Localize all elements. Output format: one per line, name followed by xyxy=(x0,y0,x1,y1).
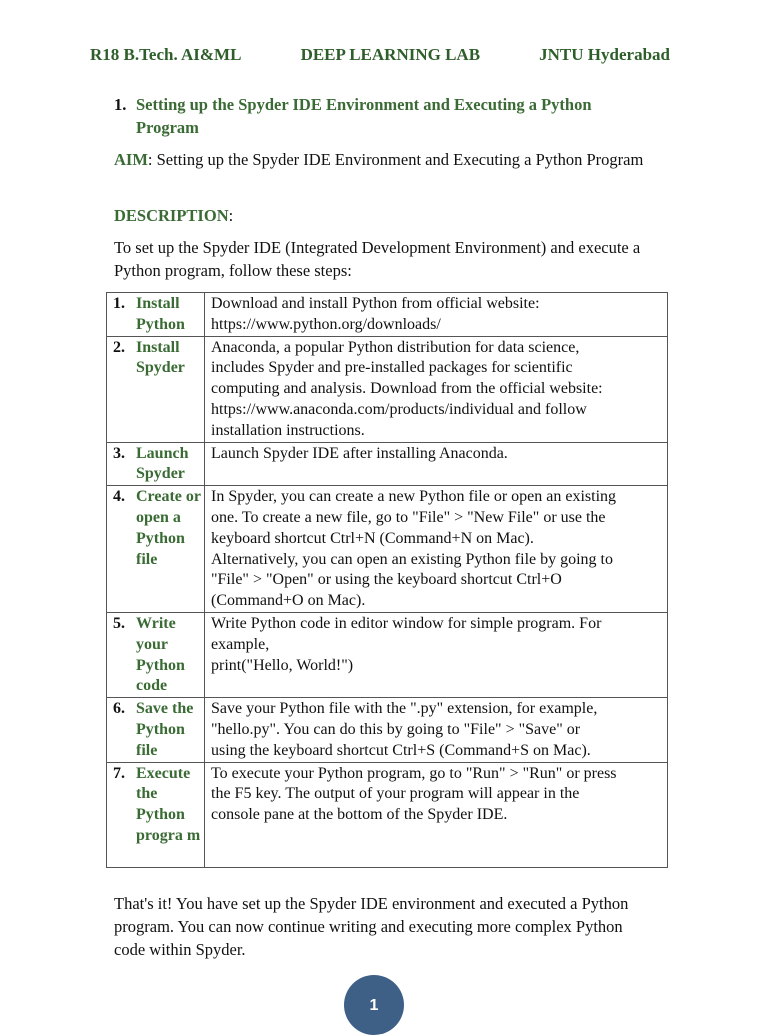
step-row xyxy=(107,442,668,486)
step-row xyxy=(107,762,668,867)
step-description-line: Alternatively, you can open an existing Python file by going to xyxy=(211,550,613,568)
step-title-cell xyxy=(107,762,205,867)
experiment-heading xyxy=(114,93,654,139)
step-description-line: one. To create a new file, go to "File" > "New File" or use the xyxy=(211,508,606,526)
step-title: Save the Python file xyxy=(136,700,194,759)
step-number: 4. xyxy=(113,488,125,506)
step-description-line: includes Spyder and pre-installed packages for scientific xyxy=(211,359,573,377)
step-number: 5. xyxy=(113,614,125,632)
step-description-cell xyxy=(205,762,668,867)
step-title-cell xyxy=(107,293,205,337)
step-description-line: installation instructions. xyxy=(211,421,365,439)
step-description-line: the F5 key. The output of your program will appear in the xyxy=(211,785,580,803)
step-number: 7. xyxy=(113,764,125,782)
step-title-cell xyxy=(107,612,205,697)
step-title: Install Python xyxy=(136,295,185,333)
step-title-cell xyxy=(107,336,205,442)
step-description-line: (Command+O on Mac). xyxy=(211,592,366,610)
step-title: Write your Python code xyxy=(136,614,185,695)
description-label: DESCRIPTION xyxy=(114,206,229,225)
step-row xyxy=(107,336,668,442)
step-title-cell xyxy=(107,442,205,486)
step-description-line: keyboard shortcut Ctrl+N (Command+N on Mac). xyxy=(211,529,534,547)
step-description-line: https://www.python.org/downloads/ xyxy=(211,315,441,333)
step-description-line: Download and install Python from official website: xyxy=(211,295,540,312)
step-description-cell xyxy=(205,336,668,442)
header-university: JNTU Hyderabad xyxy=(539,45,670,64)
step-description-line: Write Python code in editor window for simple program. For xyxy=(211,614,602,632)
step-row xyxy=(107,293,668,337)
experiment-title: Setting up the Spyder IDE Environment and Executing a Python Program xyxy=(136,95,592,137)
step-title: Execute the Python progra m xyxy=(136,764,201,844)
step-description-line: Anaconda, a popular Python distribution for data science, xyxy=(211,338,580,356)
step-row xyxy=(107,698,668,762)
page-number-badge xyxy=(344,975,404,1035)
header-course: R18 B.Tech. AI&ML xyxy=(90,45,242,64)
step-description-line: example, xyxy=(211,635,270,653)
steps-table xyxy=(106,292,668,868)
step-row xyxy=(107,612,668,697)
step-description-cell xyxy=(205,442,668,486)
step-title: Install Spyder xyxy=(136,338,185,377)
step-number: 6. xyxy=(113,700,125,718)
step-description-cell xyxy=(205,612,668,697)
step-description-line: using the keyboard shortcut Ctrl+S (Command+S on Mac). xyxy=(211,741,591,759)
step-description-line: Launch Spyder IDE after installing Anaconda. xyxy=(211,444,508,462)
step-title: Create or open a Python file xyxy=(136,488,201,568)
description-intro: To set up the Spyder IDE (Integrated Development Environment) and execute a Python program, follow these steps: xyxy=(114,238,641,280)
step-description-line: console pane at the bottom of the Spyder IDE. xyxy=(211,806,508,824)
step-description-line: Save your Python file with the ".py" extension, for example, xyxy=(211,700,598,718)
step-title-cell xyxy=(107,698,205,762)
experiment-number: 1. xyxy=(114,95,127,114)
conclusion-paragraph: That's it! You have set up the Spyder IDE environment and executed a Python program. You can now continue writing and executing more complex Python code within Spyder. xyxy=(114,894,629,959)
aim-paragraph xyxy=(114,148,654,171)
step-description-cell xyxy=(205,486,668,613)
step-description-line: print("Hello, World!") xyxy=(211,656,354,674)
step-description-cell xyxy=(205,293,668,337)
aim-label: AIM xyxy=(114,150,148,169)
step-row xyxy=(107,486,668,613)
step-description-line: "hello.py". You can do this by going to "File" > "Save" or xyxy=(211,720,581,738)
step-description-line: "File" > "Open" or using the keyboard shortcut Ctrl+O xyxy=(211,571,562,589)
aim-text: : Setting up the Spyder IDE Environment and Executing a Python Program xyxy=(147,150,644,169)
page-header xyxy=(90,45,670,65)
step-number: 1. xyxy=(113,295,125,312)
description-colon: : xyxy=(228,206,234,225)
step-title-cell xyxy=(107,486,205,613)
step-number: 3. xyxy=(113,444,125,462)
step-description-cell xyxy=(205,698,668,762)
step-number: 2. xyxy=(113,338,125,356)
step-description-line: To execute your Python program, go to "Run" > "Run" or press xyxy=(211,764,617,782)
step-title: Launch Spyder xyxy=(136,444,189,483)
step-description-line: https://www.anaconda.com/products/individual and follow xyxy=(211,400,587,418)
step-description-line: computing and analysis. Download from the official website: xyxy=(211,380,603,398)
header-lab: DEEP LEARNING LAB xyxy=(300,45,481,64)
page-number: 1 xyxy=(369,997,379,1014)
step-description-line: In Spyder, you can create a new Python file or open an existing xyxy=(211,488,617,506)
description-heading xyxy=(114,204,654,227)
